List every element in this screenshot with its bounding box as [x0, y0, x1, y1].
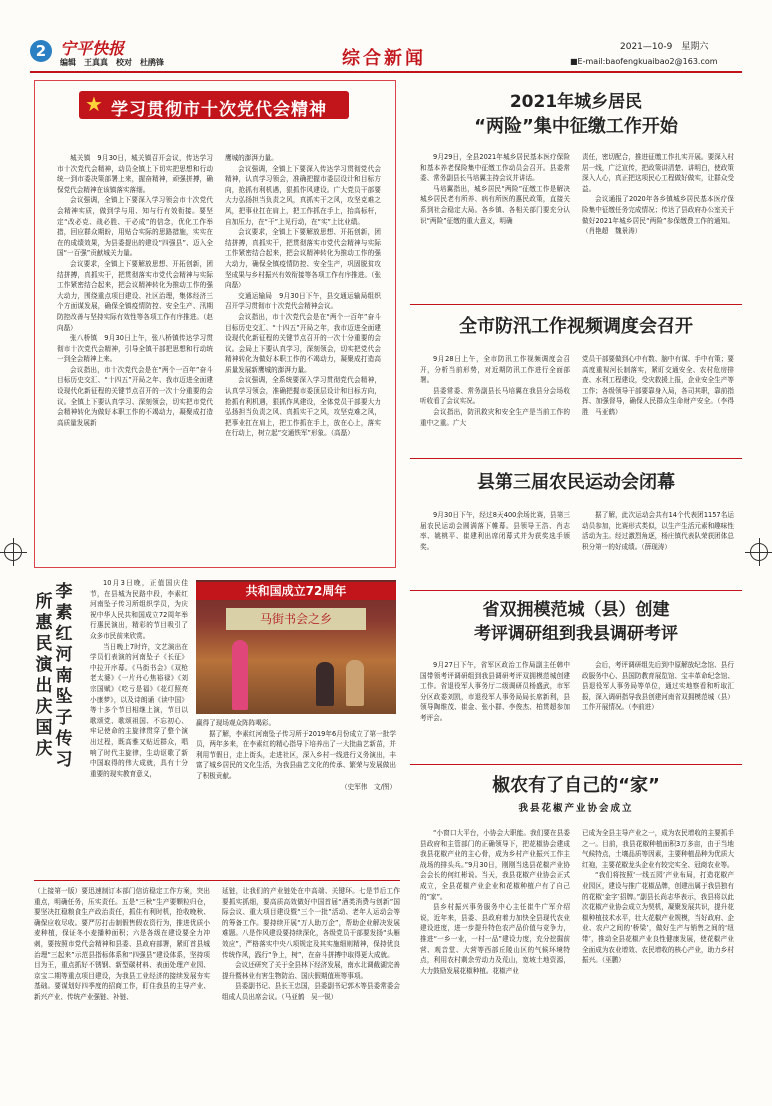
article-col-2 [582, 510, 734, 552]
article-subtitle: 我县花椒产业协会成立 [518, 803, 634, 814]
vertical-title-char: 所 [35, 592, 53, 612]
section-title: 综合新闻 [342, 48, 426, 69]
paragraph: （上接第一版）要迅速制订本部门信访稳定工作方案，突出重点，明确任务，压实责任。五是“三秋”生产要颗粒归仓，要坚决扛稳粮食生产政治责任，抓住有利时机，抢收晚秋、确保应收尽收。要严厉打击制假售假农资行为，推进优质小麦种植，保证冬小麦播种面积；六是各级在建设要全力冲刺，要按照市党代会精神和县委、县政府部署，紧盯首县城治理“三起来”示范县指标体系和“四强县”建设体系，坚持项目为王，重点抓好不锈钢、新型碳材料、表面处理产业园、京宝二期等重点项目建设，为我县工业经济的接续发展夯实基础。要谋划好四季度的招商工作，盯住我县的主导产业、新兴产业、传统产业强链、补链、 [34, 887, 210, 1001]
paragraph: 9月27日下午，省军区政治工作局副主任韩中国带领考评调研组到我县调研考评双拥模范城创建工作。省退役军人事务厅二级调研员杨盛武，市军分区政委刘凯，市退役军人事务局局长席新利，县领导陶维茂、崔金、张小群、李俊杰、柏贯超参加考评会。 [420, 661, 570, 722]
paragraph: “我们将按照‘一线五园’产业布局，打造花椒产业园区，建设与推广花椒品牌，创建出属于我县独有的花椒‘金字’招牌。”副县长尚志华表示，我县将以此次花椒产业协会成立为契机，凝聚发展共识，提升花椒种植技术水平，壮大花椒产业规模，当好政府、企业、农户之间的‘桥梁’，做好生产与销售之间的‘纽带’，推动全县花椒产业良性健康发展，使花椒产业全面成为农业增效、农民增收的核心产业，助力乡村振兴。（巫鹏） [582, 871, 734, 965]
vertical-title-char: 出 [35, 676, 53, 696]
vertical-title-char: 子 [55, 708, 73, 728]
article-pepper-association [410, 772, 742, 975]
musician-figure [346, 660, 364, 706]
feature-banner [79, 91, 349, 119]
paragraph: 责任，密切配合，推进征缴工作扎实开展。要深入村居一线，广泛宣传，把政策讲清楚、讲明白，使政策深入人心，真正把这项民心工程做好做实，让群众受益。 [582, 153, 734, 193]
byline: （史军伟 文/图） [341, 782, 396, 791]
vertical-title-char: 庆 [35, 697, 53, 717]
article-double-support [410, 598, 742, 722]
feature-banner-title: 学习贯彻市十次党代会精神 [111, 100, 327, 120]
vertical-title-column [54, 582, 74, 771]
divider [410, 590, 742, 591]
article-col-2 [582, 660, 734, 713]
article-col-1 [420, 354, 570, 428]
photo-caption: 赢得了现场观众阵阵喝彩。 [196, 719, 276, 727]
paragraph: 会后，考评调研组先后到中原解放纪念馆、县行政服务中心、县国防教育展览馆、宝丰革命纪念馆、县退役军人事务局等单位，通过实地察看和听取汇报，深入调研指导我县创建河南省双拥模范城（县）工作开展情况。（李前进） [582, 661, 734, 712]
feature-col-1 [57, 153, 213, 428]
paragraph: 马培翼指出，城乡居民“两险”征缴工作是解决城乡居民老有所养、病有所医的惠民政策，直接关系到社会稳定大局。各乡镇、各相关部门要充分认识“两险”征缴的重大意义，明确 [420, 184, 570, 225]
paragraph: 会议强调，全镇上下要深入学习领会市十次党代会精神实质，做到学与用、知与行有效衔接。要坚定“改必克、战必胜、干必成”的信念，优化工作举措，回应群众期盼，用贴合实际的思路措施，实实在在的成绩效果，为县委提出的建设“四强县”、迈入全国“一百强”贡献城关力量。 [57, 196, 213, 258]
paragraph: 县委常委、常务副县长马培翼在我县分会场收听收看了会议实况。 [420, 386, 570, 406]
vertical-title-char: 演 [35, 655, 53, 675]
performance-photo [196, 580, 396, 714]
article-flood-control [410, 312, 742, 427]
vertical-title-column [34, 592, 54, 760]
article-title: 全市防汛工作视频调度会召开 [459, 316, 693, 337]
paragraph: 会议指出，市十次党代会是在“两个一百年”奋斗目标历史交汇、“十四五”开局之年，我市迈进全面建设现代化新征程的关键节点召开的一次十分重要的会议。会局上下要认真学习，深刻领会，切实把党代会精神转化为做好本职工作的不竭动力，凝聚成打造高质量发展新鹰城的澎湃力量。 [225, 312, 381, 374]
article-col-1 [420, 152, 570, 226]
paragraph: 据了解，李素红河南坠子传习所于2019年6月份成立了第一批学员，两年多来，在李素红的精心指导下培养出了一大批曲艺新苗，并利用节假日，走上街头，走进社区，深入乡村一线进行义务演出，丰富了城乡居民的文化生活，为我县曲艺文化的传承、繁荣与发展做出了积极贡献。 [196, 729, 396, 780]
vertical-title-char: 河 [55, 645, 73, 665]
vertical-title-char: 传 [55, 729, 73, 749]
article-performance [34, 578, 400, 878]
singer-figure [232, 640, 248, 710]
paragraph: 党员干部要做到心中有数、脑中有谋、手中有策；要高度重视河长制落实，紧盯交通安全、农村危房排查、水利工程建设，受灾救援上报，企业安全生产等工作；各级领导干部要靠身入局，各司其职，靠前指挥、加强督导，确保人民群众生命财产安全。（李得胜 马亚鹤） [582, 355, 734, 416]
article-col-1 [420, 828, 570, 976]
paragraph: 9月28日上午，全市防汛工作视频调度会召开，分析当前形势，对近期防汛工作进行全面部署。 [420, 355, 570, 385]
paragraph: 9月30日下午，经过8天400余场比赛，县第三届农民运动会圆满落下帷幕。县领导王浩、肖志率、姚桃平、崔建利出席闭幕式并为获奖选手颁奖。 [420, 511, 570, 551]
article-title: 县第三届农民运动会闭幕 [477, 472, 675, 493]
divider [410, 764, 742, 765]
vertical-title-char: 民 [35, 634, 53, 654]
vertical-title-char: 李 [55, 582, 73, 602]
paragraph: 城关镇 9月30日，城关镇召开会议，传达学习市十次党代会精神，动员全镇上下切实把思想和行动统一到市委决策部署上来，握奋精神，顽强拼搏，确保党代会精神在该镇落实落细。 [57, 154, 213, 194]
paragraph: 交通运输局 9月30日下午，县交通运输局组织召开学习贯彻市十次党代会精神会议。 [225, 291, 381, 311]
vertical-title-char: 习 [55, 750, 73, 770]
paragraph: 会议还研究了关于全县林下经济发展，南水北调截湖完善提升暨林业有害生物防治、国庆假期值班等事项。 [222, 961, 400, 980]
page-number-badge: 2 [30, 40, 52, 62]
article-title: “两险”集中征缴工作开始 [474, 116, 678, 137]
article-title: 考评调研组到我县调研考评 [474, 624, 678, 644]
vertical-title-char: 庆 [35, 739, 53, 759]
paragraph: 鹰城的澎湃力量。 [225, 154, 278, 162]
divider [410, 458, 742, 459]
paragraph: 会议要求，全镇上下要解放思想、开拓创新，团结拼搏，真抓实干，把贯彻落实市党代会精神与实际工作紧密结合起来，把会议精神转化为推动工作的强大动力，围绕重点项目建设、社区治理，集体经济三个方面谋发展，确保全镇疫情防控、安全生产、汛期防控改善与坚持实际有效性等各项工作有序推进。（赵向磊） [57, 259, 213, 332]
page-header [30, 38, 742, 70]
staff-line: 编辑 王真真 校对 杜鹃锋 [60, 58, 164, 67]
paragraph: 县乡村振兴事务服务中心主任崔牛广军介绍说，近年来，县委、县政府着力加快全县现代农业建设进度，进一步提升特色农产品价值与竞争力，推进“一乡一业，一村一品”建设力度，充分挖掘前营、观音堂、大营等西部丘陵山区的气候环境特点，利用农村剩余劳动力及荒山，宽坡土地资源，大力鼓励发展花椒种植。花椒产业 [420, 903, 570, 975]
paragraph: 会议强调，全镇上下要深入传达学习贯彻党代会精神，认真学习领会，准确把握市委层设计和目标方向，抢抓有利机遇，狠抓作风建设。广大党员干部要大力弘扬担当负责之风，真抓实干之风，攻坚克难之风，把事业扛在肩上，把工作抓在手上，抬高标杆，自加压力，在“干”上见行动，在“实”上比业绩。 [225, 164, 381, 226]
photo-banner: 共和国成立72周年 [196, 582, 396, 600]
star-icon: ★ [85, 92, 103, 116]
contact-email: ■E-mail:baofengkuaibao2@163.com [570, 57, 718, 66]
vertical-title-char: 坠 [55, 687, 73, 707]
article-col-1 [34, 886, 210, 1003]
article-col-1 [420, 510, 570, 552]
paragraph: 9月29日，全县2021年城乡居民基本医疗保险和基本养老保险集中征缴工作动员会召开。县委常委、常务副县长马培翼主持会议并讲话。 [420, 153, 570, 183]
registration-mark [4, 543, 22, 561]
registration-mark [750, 543, 768, 561]
vertical-title-char: 惠 [35, 613, 53, 633]
paragraph: 会议指出，市十次党代会是在“两个一百年”奋斗目标历史交汇、“十四五”开局之年、我市迈进全面建设现代化新征程的关键节点召开的一次十分重要的会议。全镇上下要认真学习、深刻领会，切实把市党代会精神转化为做好本职工作的不竭动力，凝聚成打造高质量发展新 [57, 365, 213, 427]
paragraph: 10月3日晚，正值国庆佳节，在县城为民路中段，李素红河南坠子传习所组织学员，为庆祝中华人民共和国成立72周年举行惠民演出，精彩的节目吸引了众多市民前来欣赏。 [90, 579, 188, 640]
paragraph: 会议通报了2020年各乡镇城乡居民基本医疗保险集中征缴任务完成情况；传达了县政府办公室关于做好2021年城乡居民“两险”参保缴费工作的通知。（肖艳超 魏景涛） [582, 195, 734, 236]
issue-date: 2021—10-9 星期六 [620, 42, 709, 52]
paragraph: 已成为全县主导产业之一，成为农民增收的主要抓手之一。目前，我县花椒种植面积3万多亩，由于当地气候特点，土壤品质等因素，主要种植品种为优质大红袍，主要花椒龙头企业有较完实全、冠商农业等。 [582, 829, 734, 869]
article-col-1 [90, 578, 188, 779]
article-title: 椒农有了自己的“家” [492, 775, 660, 796]
paragraph: 会议强调，全系统要深入学习贯彻党代会精神，认真学习领会，准确把握市委顶层设计和目标方向，抢抓有利机遇，狠抓作风建设，全体党员干部要大力弘扬担当负责之风、真抓实干之风，攻坚克难之风，把事业扛在肩上，把工作抓在手上，放在心上，落实在行动上，树立起“交通铁军”形象。（高磊） [225, 376, 381, 438]
paragraph: 县委副书记、县长王忠国，县委副书记郭木等县委常委会组成人员出席会议。（马亚鹤 吴一锐） [222, 982, 400, 1001]
paragraph: 当日晚上7时许，文艺演出在学员们表演的河南坠子《长征》中拉开序幕。《马街书会》《双枪老太婆》《一片丹心焦裕禄》《刘宗国赋》《吃亏是福》《花灯照亮小康梦》，以及诗朗诵《读中国》等十多个节目相继上演，节目以歌颂党、歌颂祖国、不忘初心、牢记使命的主旋律贯穿了整个演出过程，既高雅又贴近群众，唱响了时代主旋律，生动讴歌了新中国取得的伟大成就，具有十分重要的现实教育意义， [90, 642, 188, 778]
paragraph: 会议要求，全镇上下要解放思想、开拓创新，团结拼搏，真抓实干，把贯彻落实市党代会精神与实际工作紧密结合起来，把会议精神转化为推动工作的强大动力，确保全镇疫情防控、安全生产，巩固脱贫攻坚成果与乡村振兴有效衔接等各项工作有序推进。（张向磊） [225, 228, 381, 290]
paragraph: 延链，让我们的产业链处在中高端、关键环。七是节后工作要抓实抓细，要高质高效做好中国首届“酒类消费与创新”国际会议、重大项目建设暨“三个一批”活动、老年人运动会等的筹备工作。要持续开展“万人助万企”，帮助企业解决发展难题。八是作风建设要持续深化，各级党员干部要发扬“头雁效应”，严格落实中央八项规定及其实施细则精神，保持优良传统作风，践行“争上，树”，在奋斗拼搏中取得更大成就。 [222, 887, 400, 959]
vertical-title-char: 素 [55, 603, 73, 623]
article-col-2 [582, 152, 734, 237]
masthead-logo: 宁平快报 [60, 39, 125, 58]
article-col-1 [420, 660, 570, 724]
article-title: 2021年城乡居民 [509, 92, 643, 112]
article-title: 省双拥模范城（县）创建 [482, 600, 670, 620]
paragraph: 据了解，此次运动会共有14个代表团1157名运动员参加，比赛形式类似，以生产生活元素和趣味性活动为主。经过激烈角逐，杨庄镇代表队荣获团体总积分第一的好成绩。（薛现涛） [582, 511, 734, 551]
vertical-title-char: 国 [35, 718, 53, 738]
article-two-insurances [410, 90, 742, 236]
divider [34, 880, 400, 881]
paragraph: 张八桥镇 9月30日上午，张八桥镇传达学习贯彻市十次党代会精神，引导全镇干部把思想和行动统一到全会精神上来。 [57, 334, 213, 364]
article-col-2 [582, 828, 734, 966]
header-rule [30, 71, 742, 73]
vertical-title-char: 南 [55, 666, 73, 686]
divider [410, 304, 742, 305]
photo-sign: 马街书会之乡 [226, 608, 366, 630]
musician-figure [316, 662, 334, 706]
paragraph: “小窗口大平台，小协会大职能。我们要在县委县政府和主管部门的正确领导下，把花椒协会建成我县花椒产业的主心骨，成为乡村产业振兴工作主战场的排头兵。”9月30日，刚刚当选县花椒产业协会会长的何红彬说。当天，我县花椒产业协会正式成立，全县花椒产业企业和花椒种植户有了自己的“家”。 [420, 829, 570, 901]
article-sports-games [410, 468, 742, 551]
article-col-2 [222, 886, 400, 1003]
paragraph: 会议指出，防汛救灾和安全生产是当前工作的重中之重。广大 [420, 407, 570, 427]
vertical-title-char: 红 [55, 624, 73, 644]
feature-col-2 [225, 153, 381, 439]
article-col-2 [196, 718, 396, 792]
article-col-2 [582, 354, 734, 418]
feature-box [34, 80, 396, 568]
